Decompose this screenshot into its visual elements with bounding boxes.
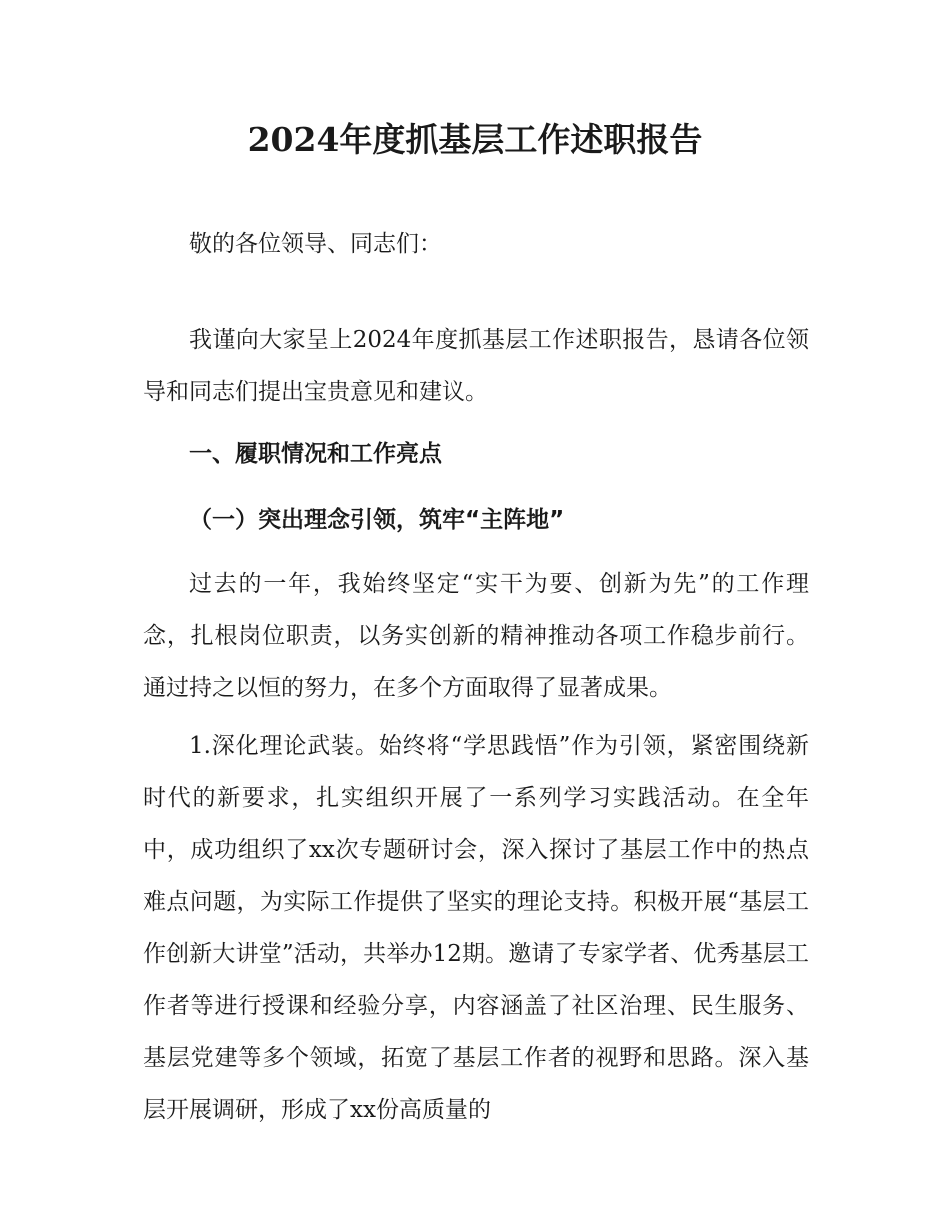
subsection-heading: （一）突出理念引领，筑牢“主阵地”	[189, 507, 565, 533]
section-heading: 一、履职情况和工作亮点	[189, 441, 442, 467]
intro-paragraph: 我谨向大家呈上2024年度抓基层工作述职报告，恳请各位领导和同志们提出宝贵意见和建议。	[143, 327, 809, 405]
body-paragraph-2: 1.深化理论武装。始终将“学思践悟”作为引领，紧密围绕新时代的新要求，扎实组织开展了一系列学习实践活动。在全年中，成功组织了xx次专题研讨会，深入探讨了基层工作中的热点难点问题，为实际工作提供了坚实的理论支持。积极开展“基层工作创新大讲堂”活动，共举办12期。邀请了专家学者、优秀基层工作者等进行授课和经验分享，内容涵盖了社区治理、民生服务、基层党建等多个领域，拓宽了基层工作者的视野和思路。深入基层开展调研，形成了xx份高质量的	[143, 733, 809, 1123]
document-title: 2024年度抓基层工作述职报告	[247, 120, 703, 159]
body-paragraph-1: 过去的一年，我始终坚定“实干为要、创新为先”的工作理念，扎根岗位职责，以务实创新的精神推动各项工作稳步前行。通过持之以恒的努力，在多个方面取得了显著成果。	[143, 571, 809, 701]
salutation: 敬的各位领导、同志们：	[189, 231, 442, 257]
